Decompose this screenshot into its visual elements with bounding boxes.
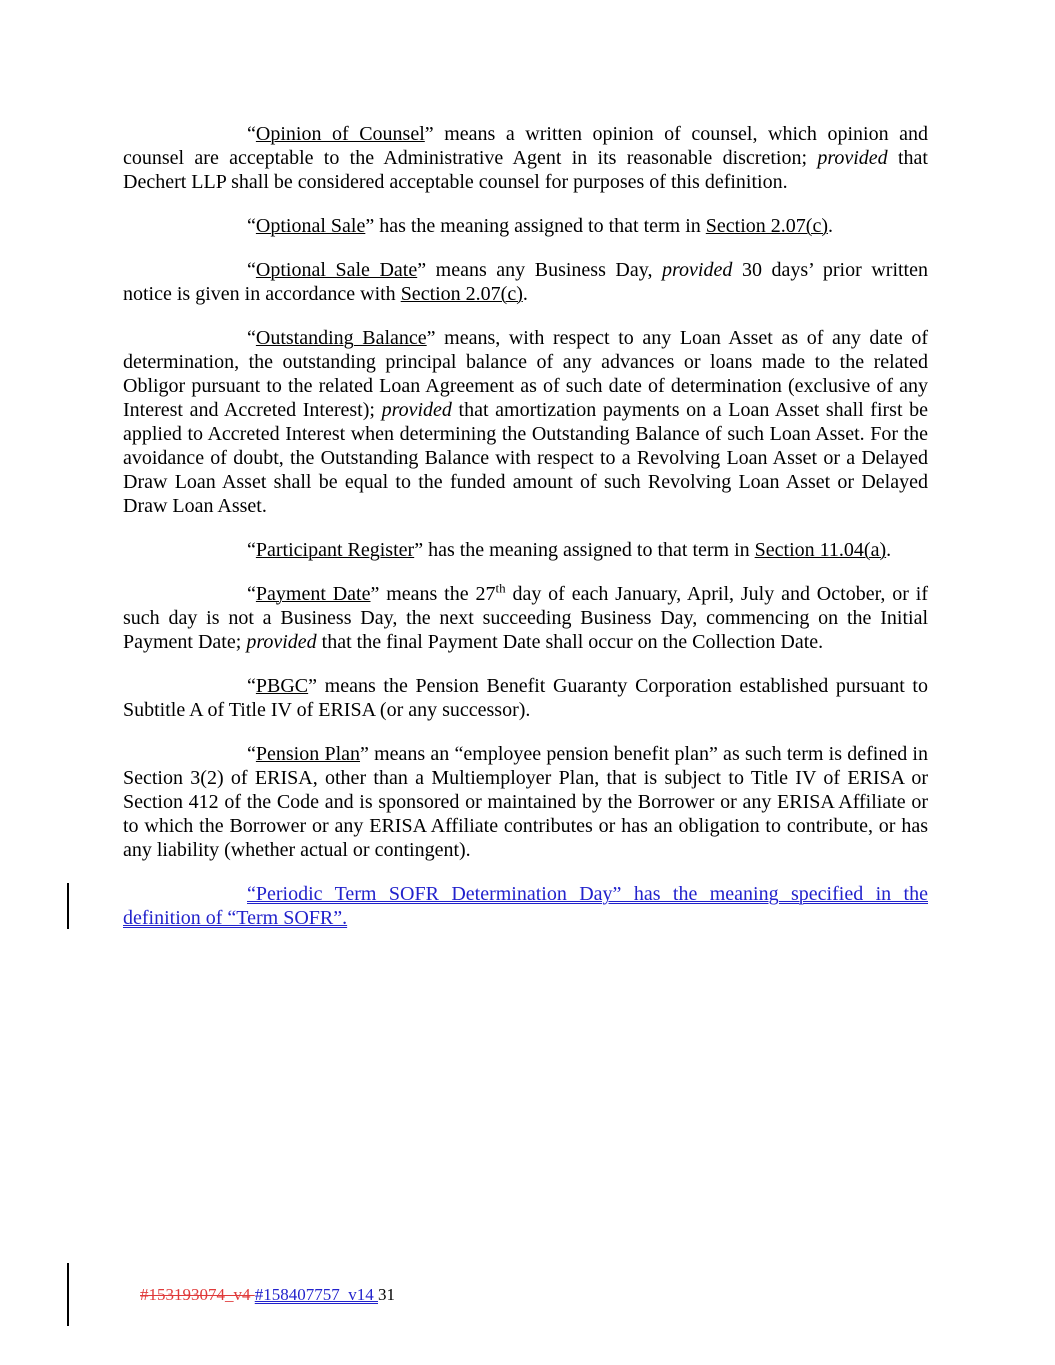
outstanding-balance-text-run: ” means, with respect to any Loan Asset as of any date of determination, the outstanding principal balance of any advances or loans made to the related Obligor pursuant to the related Loan Agreement as of such date of determination (exclusive of any Interest and Accreted Interest); (123, 327, 928, 421)
participant-register-text-run: ” has the meaning assigned to that term in (414, 539, 755, 561)
payment-date-text-run: Payment Date (255, 583, 371, 605)
footer-deleted-doc-id: #153193074_v4 (140, 1285, 255, 1304)
opinion-of-counsel-text-run: that Dechert LLP shall be considered acceptable counsel for purposes of this definition. (123, 147, 928, 193)
page-number: 31 (378, 1285, 395, 1304)
optional-sale-text-run: Section 2.07(c) (705, 215, 828, 237)
paragraph-pbgc (123, 674, 928, 722)
outstanding-balance-text-run: provided (381, 399, 452, 421)
change-bar (67, 883, 69, 929)
opinion-of-counsel-text-run: provided (817, 147, 888, 169)
payment-date-text-run: provided (246, 631, 317, 653)
payment-date-text-run: ” means the 27 (370, 583, 496, 605)
pbgc-text-run: “ (247, 675, 256, 697)
pension-plan-text-run: Pension Plan (255, 743, 361, 765)
pbgc-text-run: PBGC (255, 675, 309, 697)
periodic-term-sofr-determination-day-text-run: “Periodic Term SOFR Determination Day” has the meaning specified in the definition of “Term SOFR”. (123, 883, 928, 929)
participant-register-text-run: Section 11.04(a) (754, 539, 887, 561)
optional-sale-date-text-run: Optional Sale Date (255, 259, 418, 281)
participant-register-text-run: Participant Register (255, 539, 415, 561)
paragraph-participant-register (123, 538, 928, 562)
payment-date-text-run: th (495, 580, 506, 596)
optional-sale-date-text-run: “ (247, 259, 256, 281)
pension-plan-text-run: ” means an “employee pension benefit plan” as such term is defined in Section 3(2) of ERISA, other than a Multiemployer Plan, that is subject to Title IV of ERISA or Section 412 of the Code and is sponsored or maintained by the Borrower or any ERISA Affiliate or to which the Borrower or any ERISA Affiliate contributes or has an obligation to contribute, or has any liability (whether actual or contingent). (123, 743, 928, 861)
optional-sale-date-text-run: 30 days’ prior written notice is given in accordance with (123, 259, 928, 305)
optional-sale-text-run: ” has the meaning assigned to that term in (365, 215, 706, 237)
pbgc-text-run: ” means the Pension Benefit Guaranty Corporation established pursuant to Subtitle A of Title IV of ERISA (or any successor). (123, 675, 928, 721)
optional-sale-date-text-run: Section 2.07(c) (400, 283, 523, 305)
paragraph-periodic-term-sofr-determination-day (123, 882, 928, 930)
optional-sale-date-text-run: ” means any Business Day, (417, 259, 663, 281)
opinion-of-counsel-text-run: ” means a written opinion of counsel, which opinion and counsel are acceptable to the Administrative Agent in its reasonable discretion; (123, 123, 928, 169)
optional-sale-text-run: “ (247, 215, 256, 237)
definitions-body (123, 122, 928, 950)
optional-sale-date-text-run: provided (662, 259, 733, 281)
paragraph-payment-date (123, 582, 928, 654)
optional-sale-text-run: Optional Sale (255, 215, 366, 237)
payment-date-text-run: day of each January, April, July and October, or if such day is not a Business Day, the next succeeding Business Day, commencing on the Initial Payment Date; (123, 583, 929, 653)
participant-register-text-run: “ (247, 539, 256, 561)
payment-date-text-run: “ (247, 583, 256, 605)
payment-date-text-run: that the final Payment Date shall occur on the Collection Date. (316, 631, 824, 653)
paragraph-optional-sale (123, 214, 928, 238)
outstanding-balance-text-run: that amortization payments on a Loan Asset shall first be applied to Accreted Interest when determining the Outstanding Balance of such Loan Asset. For the avoidance of doubt, the Outstanding Balance with respect to a Revolving Loan Asset or a Delayed Draw Loan Asset shall be equal to the funded amount of such Revolving Loan Asset or Delayed Draw Loan Asset. (123, 399, 928, 517)
outstanding-balance-text-run: “ (247, 327, 256, 349)
paragraph-pension-plan (123, 742, 928, 862)
footer-inserted-doc-id: #158407757_v14 (254, 1285, 378, 1304)
outstanding-balance-text-run: Outstanding Balance (255, 327, 427, 349)
opinion-of-counsel-text-run: “ (247, 123, 256, 145)
opinion-of-counsel-text-run: Opinion of Counsel (255, 123, 425, 145)
paragraph-opinion-of-counsel (123, 122, 928, 194)
pension-plan-text-run: “ (247, 743, 256, 765)
paragraph-optional-sale-date (123, 258, 928, 306)
optional-sale-text-run: . (827, 215, 833, 237)
change-bar (67, 1263, 69, 1326)
page-footer (123, 1263, 395, 1326)
paragraph-outstanding-balance (123, 326, 928, 518)
participant-register-text-run: . (886, 539, 892, 561)
optional-sale-date-text-run: . (522, 283, 528, 305)
